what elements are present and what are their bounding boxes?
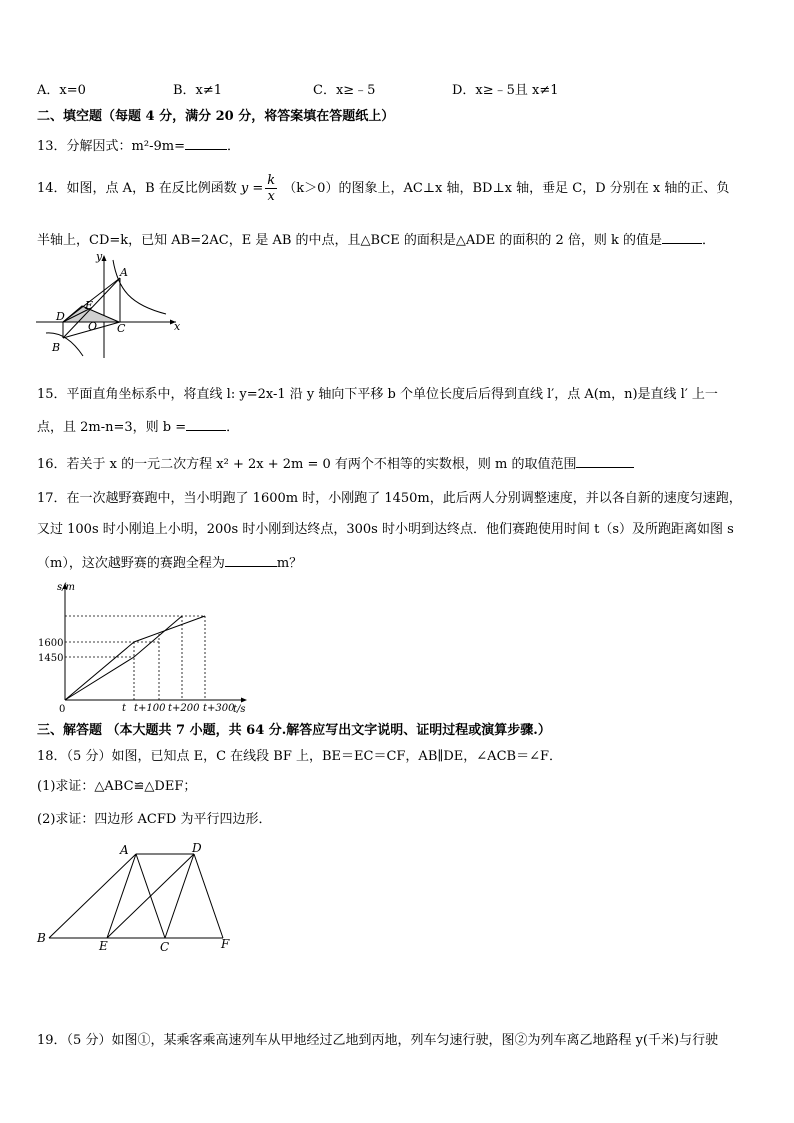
label-origin: 0 (59, 704, 66, 715)
t-axis-arrow (241, 698, 247, 703)
question-16-text: 16．若关于 x 的一元二次方程 x² + 2x + 2m = 0 有两个不相等的实数根，则 m 的取值范围 (37, 457, 577, 472)
label-a: A (120, 843, 129, 857)
option-b: B．x≠1 (173, 83, 223, 98)
section-3-title: 三、解答题 （本大题共 7 小题，共 64 分.解答应写出文字说明、证明过程或演算步骤.） (37, 723, 551, 738)
label-1450: 1450 (38, 653, 64, 664)
option-d: D．x≥﹣5且 x≠1 (452, 83, 559, 98)
question-15-line-2-text: 点，且 2m-n=3，则 b = (37, 420, 187, 435)
question-16 (37, 453, 634, 474)
label-d: D (192, 841, 202, 855)
label-c: C (160, 940, 170, 954)
question-17-line-1: 17．在一次越野赛跑中，当小明跑了 1600m 时，小刚跑了 1450m，此后两人分别调整速度，并以各自新的速度匀速跑， (37, 491, 742, 506)
label-x: x (174, 320, 181, 333)
label-t300: t+300 (203, 703, 235, 714)
question-15-line-1: 15．平面直角坐标系中，将直线 l: y=2x-1 沿 y 轴向下平移 b 个单位长度后后得到直线 l′，点 A(m，n)是直线 l′ 上一 (37, 387, 718, 402)
figure-14 (36, 250, 196, 360)
y-axis-arrow (102, 255, 107, 261)
label-e: E (85, 299, 94, 312)
label-t: t (122, 703, 127, 714)
question-14-line-2-text: 半轴上，CD=k，已知 AB=2AC，E 是 AB 的中点，且△BCE 的面积是△ADE 的面积的 2 倍，则 k 的值是 (37, 233, 663, 248)
label-b: B (37, 931, 46, 945)
xiaogang-line (65, 616, 182, 700)
function-y-eq: y = (240, 181, 264, 196)
figure-17 (37, 578, 252, 713)
label-t200: t+200 (168, 703, 200, 714)
label-c: C (117, 322, 126, 335)
question-14-suffix: （k＞0）的图象上，AC⊥x 轴，BD⊥x 轴，垂足 C，D 分别在 x 轴的正、负 (283, 181, 730, 196)
question-17-end: m？ (276, 556, 303, 571)
figure-18 (35, 840, 235, 955)
segment-ab (49, 854, 136, 938)
label-y: y (96, 250, 103, 263)
question-17-line-2: 又过 100s 时小刚追上小明，200s 时小刚到达终点，300s 时小明到达终点．他们赛跑使用时间 t（s）及所跑距离如图 s (37, 522, 734, 537)
question-18-part-1: (1)求证：△ABC≌△DEF； (37, 779, 197, 794)
segment-de (107, 854, 194, 938)
option-a: A．x=0 (37, 83, 86, 98)
segment-dc (165, 854, 194, 938)
question-18-part-2: (2)求证：四边形 ACFD 为平行四边形． (37, 812, 272, 827)
question-13 (37, 135, 240, 156)
label-b: B (52, 341, 61, 354)
question-17-line-3-text: （m），这次越野赛的赛跑全程为 (37, 556, 225, 571)
question-15-end: ． (226, 420, 240, 435)
question-13-end: ． (226, 139, 240, 154)
question-14-line-1 (37, 172, 729, 206)
answer-blank-16 (576, 453, 634, 468)
label-1600: 1600 (38, 638, 64, 649)
answer-blank-14 (662, 229, 702, 244)
answer-blank-13 (185, 135, 227, 150)
label-o: O (88, 320, 98, 333)
label-d: D (56, 310, 65, 323)
question-17-line-3 (37, 552, 302, 573)
answer-blank-15 (186, 416, 226, 431)
fraction-numerator: k (267, 173, 276, 188)
segment-ae (107, 854, 136, 938)
question-18: 18．（5 分）如图，已知点 E，C 在线段 BF 上，BE＝EC＝CF，AB∥DE，∠ACB＝∠F． (37, 749, 562, 764)
label-f: F (221, 937, 230, 951)
label-t100: t+100 (134, 703, 166, 714)
question-15-line-2 (37, 416, 239, 437)
fraction-k-over-x (265, 173, 277, 204)
question-14-end: ． (702, 233, 716, 248)
question-19: 19．（5 分）如图①，某乘客乘高速列车从甲地经过乙地到丙地，列车匀速行驶，图②为列车离乙地路程 y(千米)与行驶 (37, 1033, 719, 1048)
label-t-s: t/s (233, 704, 246, 715)
question-13-text: 13．分解因式：m²-9m= (37, 139, 185, 154)
fraction-denominator: x (267, 189, 275, 204)
label-a: A (120, 266, 128, 279)
option-c: C．x≥﹣5 (313, 83, 376, 98)
label-e: E (99, 939, 108, 953)
segment-df (194, 854, 223, 938)
answer-blank-17 (225, 552, 277, 567)
label-s-m: s/m (57, 582, 75, 593)
question-14-prefix: 14．如图，点 A，B 在反比例函数 (37, 181, 237, 196)
question-14-line-2 (37, 229, 715, 250)
section-2-title: 二、填空题（每题 4 分，满分 20 分，将答案填在答题纸上） (37, 109, 395, 124)
